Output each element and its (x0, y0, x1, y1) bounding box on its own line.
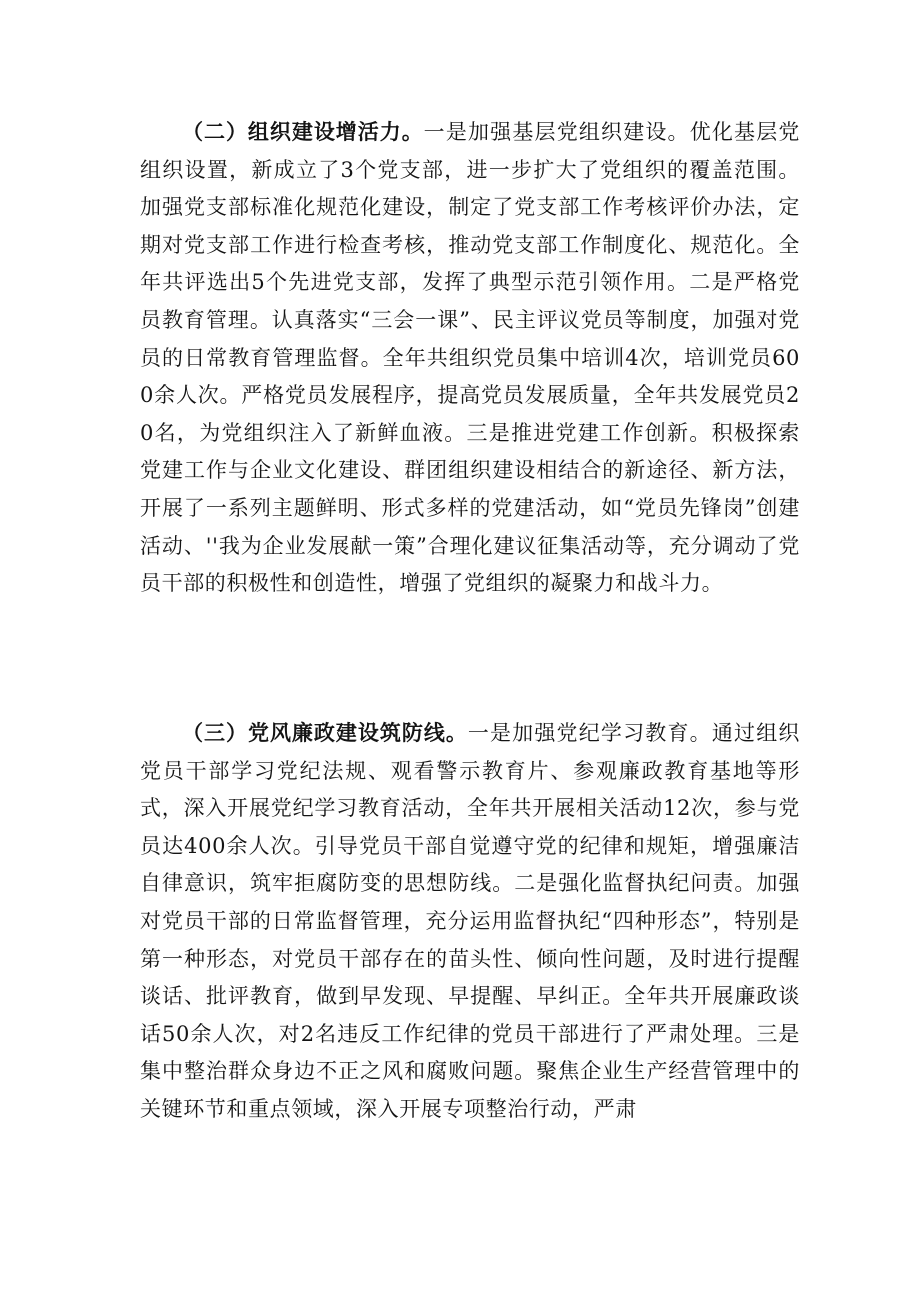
section-paragraph-integrity (140, 715, 800, 1129)
section-body-organization: 一是加强基层党组织建设。优化基层党组织设置，新成立了3个党支部，进一步扩大了党组织的覆盖范围。加强党支部标准化规范化建设，制定了党支部工作考核评价办法，定期对党支部工作进行检查考核，推动党支部工作制度化、规范化。全年共评选出5个先进党支部，发挥了典型示范引领作用。二是严格党员教育管理。认真落实“三会一课”、民主评议党员等制度，加强对党员的日常教育管理监督。全年共组织党员集中培训4次，培训党员600余人次。严格党员发展程序，提高党员发展质量，全年共发展党员20名，为党组织注入了新鲜血液。三是推进党建工作创新。积极探索党建工作与企业文化建设、群团组织建设相结合的新途径、新方法，开展了一系列主题鲜明、形式多样的党建活动，如“党员先锋岗”创建活动、''我为企业发展献一策”合理化建议征集活动等，充分调动了党员干部的积极性和创造性，增强了党组织的凝聚力和战斗力。 (140, 120, 800, 596)
section-paragraph-organization (140, 114, 800, 603)
section-heading-organization: （二）组织建设增活力。 (182, 120, 424, 144)
section-heading-integrity: （三）党风廉政建设筑防线。 (182, 721, 468, 745)
section-body-integrity: 一是加强党纪学习教育。通过组织党员干部学习党纪法规、观看警示教育片、参观廉政教育基地等形式，深入开展党纪学习教育活动，全年共开展相关活动12次，参与党员达400余人次。引导党员干部自觉遵守党的纪律和规矩，增强廉洁自律意识，筑牢拒腐防变的思想防线。二是强化监督执纪问责。加强对党员干部的日常监督管理，充分运用监督执纪“四种形态”，特别是第一种形态，对党员干部存在的苗头性、倾向性问题，及时进行提醒谈话、批评教育，做到早发现、早提醒、早纠正。全年共开展廉政谈话50余人次，对2名违反工作纪律的党员干部进行了严肃处理。三是集中整治群众身边不正之风和腐败问题。聚焦企业生产经营管理中的关键环节和重点领域，深入开展专项整治行动，严肃 (140, 721, 801, 1121)
